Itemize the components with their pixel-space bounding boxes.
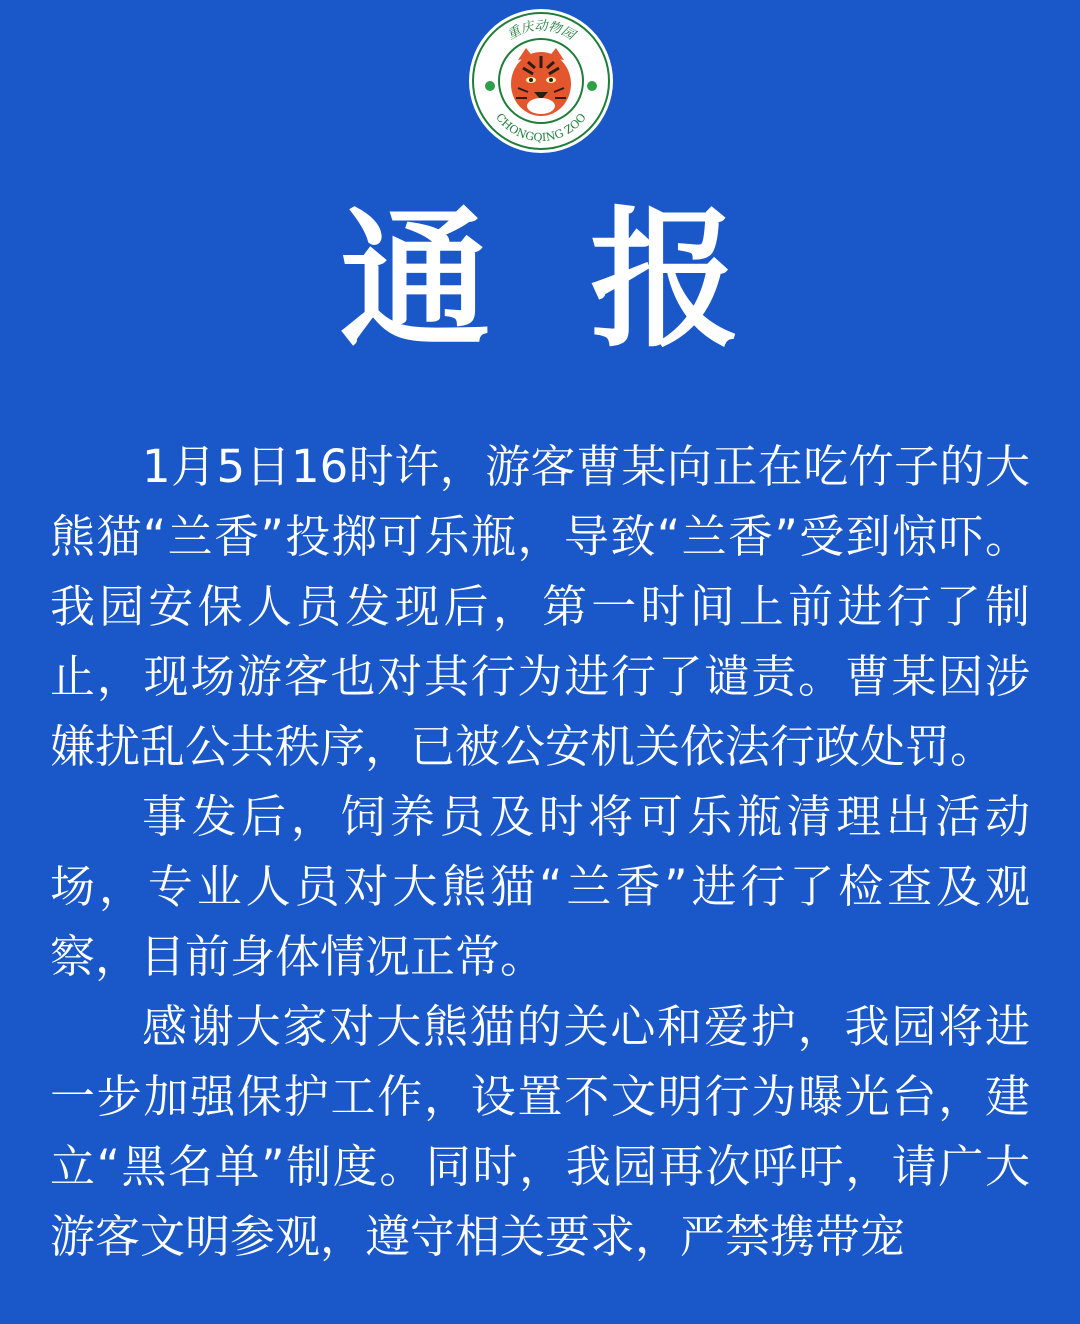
tiger-head-icon xyxy=(468,8,614,154)
tiger-face xyxy=(511,48,571,116)
page-title: 通报 xyxy=(339,194,840,368)
logo-ring-text: CHONGQING ZOO xyxy=(493,110,589,145)
notice-body xyxy=(50,432,1030,1272)
chongqing-zoo-logo xyxy=(468,8,614,154)
paragraph-incident: 1月5日16时许，游客曹某向正在吃竹子的大熊猫“兰香”投掷可乐瓶，导致“兰香”受到惊吓。我园安保人员发现后，第一时间上前进行了制止，现场游客也对其行为进行了谴责。曹某因涉嫌扰乱公共秩序，已被公安机关依法行政处罚。 xyxy=(50,440,1030,773)
paragraph-appeal: 感谢大家对大熊猫的关心和爱护，我园将进一步加强保护工作，设置不文明行为曝光台，建立“黑名单”制度。同时，我园再次呼吁，请广大游客文明参观，遵守相关要求，严禁携带宠 xyxy=(50,1000,1030,1263)
logo-top-text: 重庆动物园 xyxy=(505,19,577,44)
paragraph-aftermath: 事发后，饲养员及时将可乐瓶清理出活动场，专业人员对大熊猫“兰香”进行了检查及观察，目前身体情况正常。 xyxy=(50,790,1030,983)
